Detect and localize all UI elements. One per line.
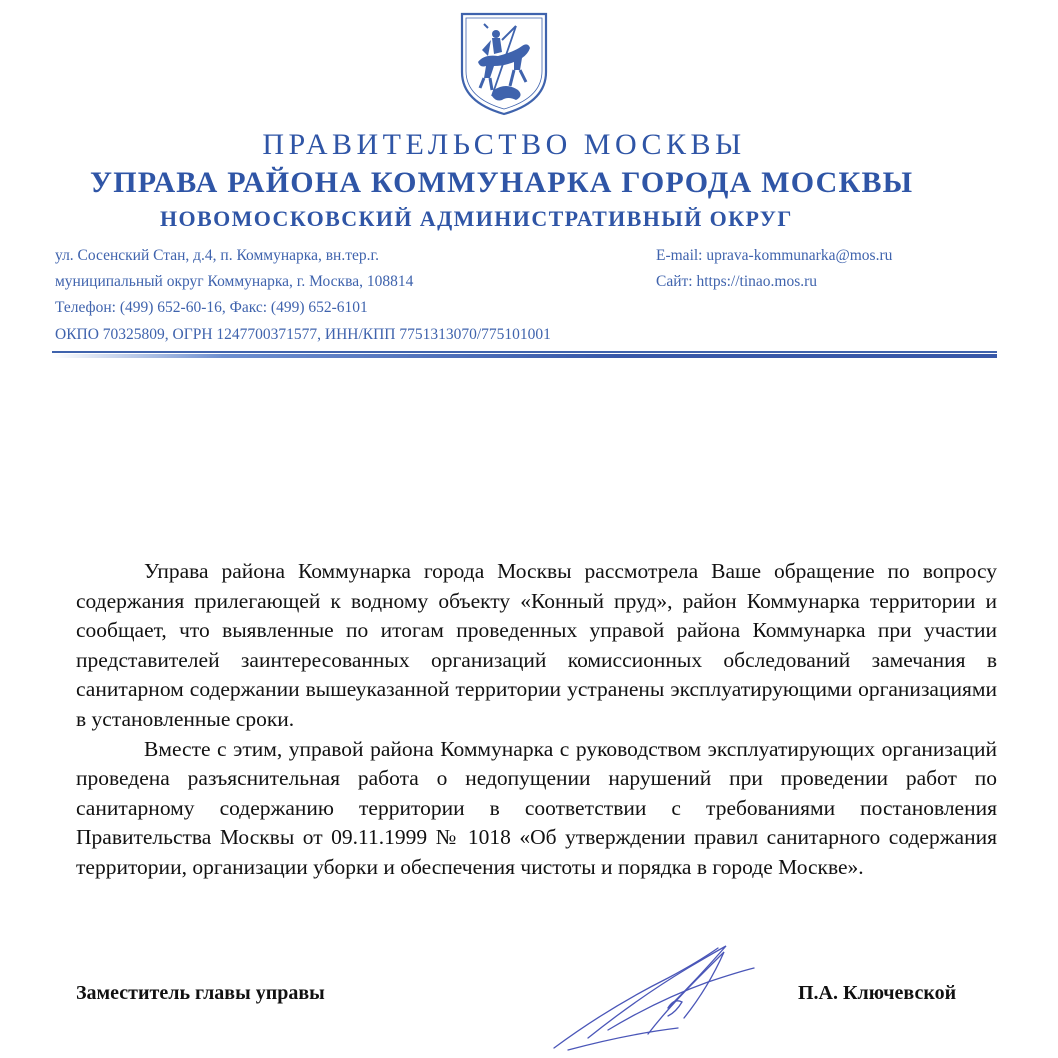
website: Сайт: https://tinao.mos.ru xyxy=(656,273,818,290)
letterhead-rule-thin xyxy=(52,351,997,353)
address-line-1: ул. Сосенский Стан, д.4, п. Коммунарка, вн.тер.г. xyxy=(55,247,379,264)
letter-paragraph-2: Вместе с этим, управой района Коммунарка с руководством эксплуатирующих организаций проведена разъяснительная работа о недопущении нарушений при проведении работ по санитарному содержанию территории в соответствии с требованиями постановления Правительства Москвы от 09.11.1999 № 1018 «Об утверждении правил санитарного содержания территории, организации уборки и обеспечения чистоты и порядка в городе Москве». xyxy=(76,736,997,879)
signatory-title: Заместитель главы управы xyxy=(76,982,325,1004)
letterhead-rule-thick xyxy=(52,354,997,358)
okrug-heading: НОВОМОСКОВСКИЙ АДМИНИСТРАТИВНЫЙ ОКРУГ xyxy=(160,206,793,231)
letter-body xyxy=(76,557,997,883)
uprava-heading: УПРАВА РАЙОНА КОММУНАРКА ГОРОДА МОСКВЫ xyxy=(90,166,914,199)
handwritten-signature-icon xyxy=(548,938,758,1056)
phone-fax: Телефон: (499) 652-60-16, Факс: (499) 652-6101 xyxy=(55,299,368,316)
registration-codes: ОКПО 70325809, ОГРН 1247700371577, ИНН/КПП 7751313070/775101001 xyxy=(55,326,551,343)
government-heading-text: ПРАВИТЕЛЬСТВО МОСКВЫ xyxy=(262,128,746,161)
government-heading xyxy=(0,128,1058,162)
address-line-2: муниципальный округ Коммунарка, г. Москва, 108814 xyxy=(55,273,414,290)
moscow-coat-of-arms-icon xyxy=(458,10,550,118)
letter-paragraph-1: Управа района Коммунарка города Москвы рассмотрела Ваше обращение по вопросу содержания прилегающей к водному объекту «Конный пруд», район Коммунарка территории и сообщает, что выявленные по итогам проведенных управой района Коммунарка при участии представителей заинтересованных организаций комиссионных обследований замечания в санитарном содержании вышеуказанной территории устранены эксплуатирующими организациями в установленные сроки. xyxy=(76,559,997,731)
email: E-mail: uprava-kommunarka@mos.ru xyxy=(656,247,893,264)
signatory-name: П.А. Ключевской xyxy=(798,982,957,1004)
